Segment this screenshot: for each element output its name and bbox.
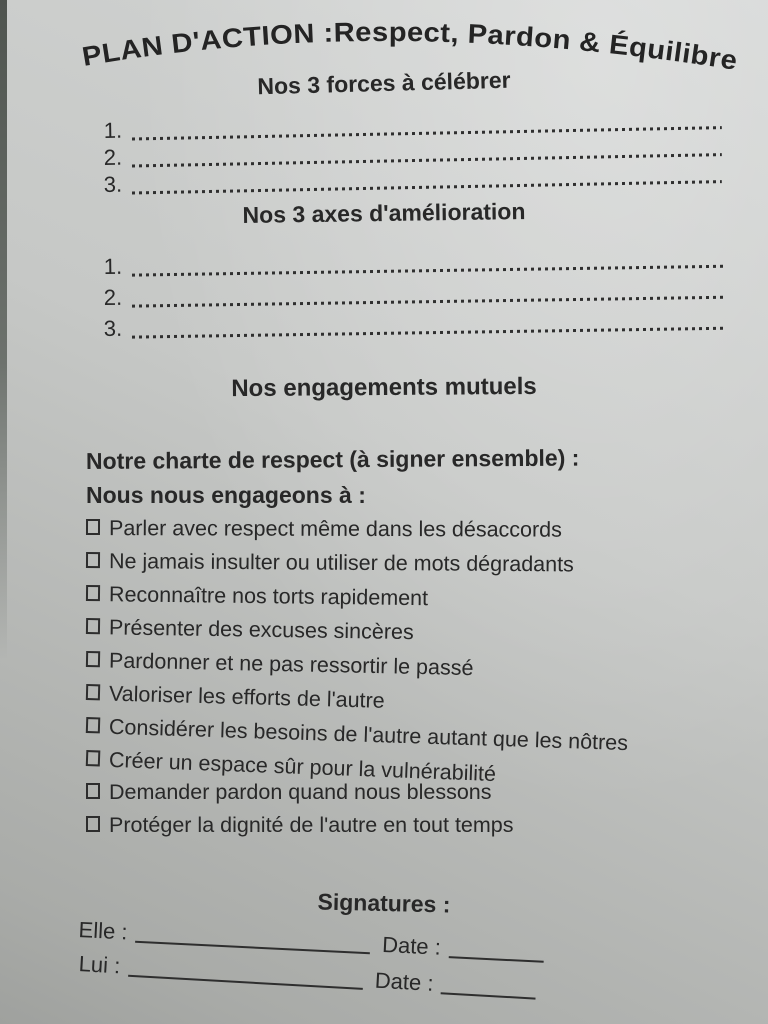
charte-heading: Notre charte de respect (à signer ensemble) : <box>85 444 580 474</box>
lui-date-line <box>441 978 537 999</box>
lui-signature-line <box>128 961 364 990</box>
charte-item-label: Reconnaître nos torts rapidement <box>108 582 429 611</box>
charte-item-label: Présenter des excuses sincères <box>108 615 414 645</box>
checkbox-icon <box>86 783 100 799</box>
line-number: 1. <box>103 253 123 280</box>
line-number: 2. <box>103 144 123 171</box>
lui-label: Lui : <box>78 951 121 979</box>
charte-section <box>86 444 748 842</box>
page-title: PLAN D'ACTION :Respect, Pardon & Équilibre <box>79 16 739 76</box>
charte-item <box>86 545 748 583</box>
charte-item-label: Parler avec respect même dans les désaccords <box>108 516 562 542</box>
forces-heading: Nos 3 forces à célébrer <box>257 66 511 100</box>
line-number: 3. <box>103 171 123 198</box>
checkbox-icon <box>86 585 100 601</box>
elle-label: Elle : <box>78 917 129 945</box>
elle-date-line <box>448 942 544 963</box>
checkbox-icon <box>86 684 100 700</box>
line-number: 1. <box>103 117 123 144</box>
charte-intro: Nous nous engageons à : <box>86 482 366 508</box>
charte-item-label: Demander pardon quand nous blessons <box>109 780 492 804</box>
checkbox-icon <box>86 651 100 667</box>
checkbox-icon <box>86 750 101 767</box>
charte-item-label: Valoriser les efforts de l'autre <box>108 681 386 713</box>
checkbox-icon <box>86 618 100 634</box>
charte-item <box>86 809 748 842</box>
date-label: Date : <box>381 931 442 960</box>
charte-item-label: Protéger la dignité de l'autre en tout temps <box>109 813 514 837</box>
charte-item <box>86 512 748 547</box>
axes-list <box>104 249 724 342</box>
charte-item-label: Pardonner et ne pas ressortir le passé <box>108 648 474 681</box>
line-number: 3. <box>103 315 123 342</box>
checkbox-icon <box>86 552 100 568</box>
forces-list <box>104 117 722 198</box>
checkbox-icon <box>86 816 100 832</box>
axes-heading: Nos 3 axes d'amélioration <box>242 198 526 228</box>
engagements-heading: Nos engagements mutuels <box>231 372 537 403</box>
dotted-fill-line <box>132 166 722 197</box>
line-number: 2. <box>103 284 123 311</box>
signatures-heading: Signatures : <box>317 888 451 918</box>
checkbox-icon <box>86 717 100 733</box>
date-label: Date : <box>374 967 435 996</box>
charte-item-label: Considérer les besoins de l'autre autant que les nôtres <box>108 714 629 756</box>
dotted-fill-line <box>132 313 724 342</box>
charte-item-label: Ne jamais insulter ou utiliser de mots dégradants <box>108 549 574 577</box>
checkbox-icon <box>86 519 100 535</box>
charte-item-label: Créer un espace sûr pour la vulnérabilité <box>108 747 497 787</box>
